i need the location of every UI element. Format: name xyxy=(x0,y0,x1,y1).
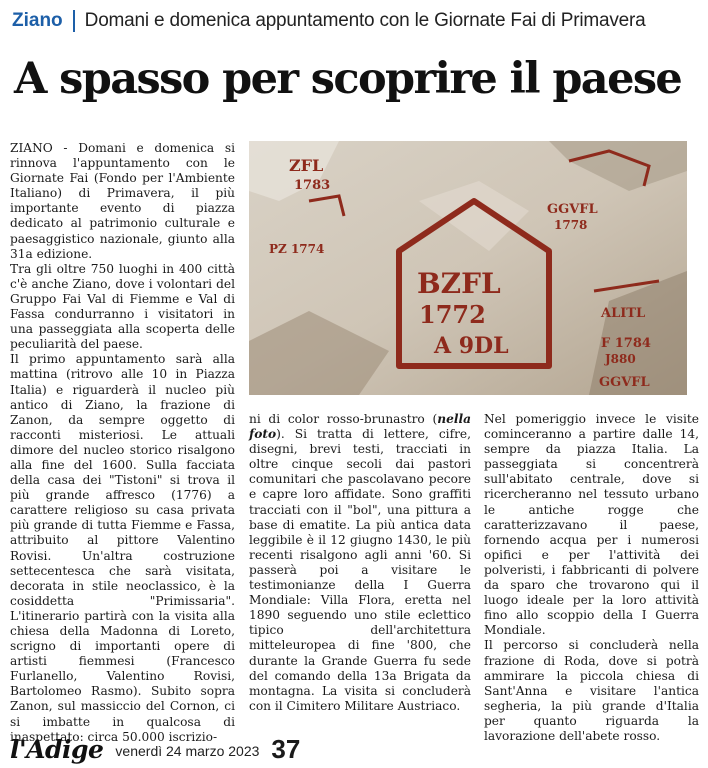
inscription: GGVFL xyxy=(599,375,650,390)
kicker-subtitle: Domani e domenica appuntamento con le Giornate Fai di Primavera xyxy=(84,10,646,31)
newspaper-logo: l'Adige xyxy=(10,735,104,764)
headline: A spasso per scoprire il paese xyxy=(14,54,682,104)
article-column-1 xyxy=(10,141,235,744)
inscription: ALITL xyxy=(601,306,646,321)
rock-graffiti-photo xyxy=(249,141,687,395)
inscription: F 1784 xyxy=(601,336,651,351)
inscription: 1772 xyxy=(419,300,486,329)
paragraph: Il percorso si concluderà nella frazione di Roda, dove si potrà ammirare la piccola chiesa di Sant'Anna e visitare l'antica segheria, la più grande d'Italia per quanto riguarda la lavorazione dell'abete rosso. xyxy=(484,638,699,743)
page-number: 37 xyxy=(271,734,301,764)
inscription: PZ 1774 xyxy=(269,242,325,256)
kicker-place: Ziano xyxy=(12,10,63,31)
paragraph: Nel pomeriggio invece le visite cominceranno a partire dalle 14, sempre da piazza Italia. La passeggiata si concentrerà sull'abitato centrale, dove si ricercheranno nel tessuto urbano le antiche rogge che caratterizzavano il paese, fornendo acqua per i numerosi opifici e per l'attività dei polveristi, i fabbricanti di polvere da sparo che trovarono qui il luogo ideale per la loro attività fino allo scoppio della I Guerra Mondiale. xyxy=(484,412,699,638)
issue-date: venerdì 24 marzo 2023 xyxy=(115,743,260,759)
inscription: A 9DL xyxy=(434,333,509,359)
text-run: ni di color rosso-brunastro ( xyxy=(249,412,438,426)
paragraph: ZIANO - Domani e domenica si rinnova l'appuntamento con le Giornate Fai (Fondo per l'Ambiente Italiano) di Primavera, il più importante evento di piazza dedicato al patrimonio culturale e paesaggistico nazionale, giunto alla 31a edizione. xyxy=(10,141,235,261)
inscription: BZFL xyxy=(417,267,501,300)
photo-illustration xyxy=(249,141,687,395)
paragraph: Tra gli oltre 750 luoghi in 400 città c'è anche Ziano, dove i volontari del Gruppo Fai Val di Fiemme e Val di Fassa condurranno i visitatori in una passeggiata alla scoperta delle peculiarità del paese. xyxy=(10,261,235,352)
photo-reference: nella foto xyxy=(249,412,471,442)
inscription: GGVFL xyxy=(547,202,598,217)
kicker-divider xyxy=(73,10,75,32)
inscription: J880 xyxy=(605,352,636,366)
paragraph xyxy=(249,412,471,714)
page-footer xyxy=(10,730,300,762)
kicker xyxy=(12,6,696,36)
article-column-2 xyxy=(249,412,471,732)
inscription: 1783 xyxy=(294,178,331,193)
article-column-3 xyxy=(484,412,699,743)
text-run: ). Si tratta di lettere, cifre, disegni, brevi testi, tracciati in oltre cinque secoli dai pastori comunitari che pascolavano pecore e capre loro affidate. Sono graffiti tracciati con il "bol", una pittura a base di ematite. La più antica data leggibile è il 12 giugno 1430, le più recenti risalgono agli anni '60. Si passerà poi a visitare le testimonianze della I Guerra Mondiale: Villa Flora, eretta nel 1890 seguendo uno stile eclettico tipico dell'architettura mitteleuropea di fine '800, che durante la Grande Guerra fu sede del comando della 13a Brigata da montagna. La visita si concluderà con il Cimitero Militare Austriaco. xyxy=(249,427,471,713)
inscription: ZFL xyxy=(289,156,324,175)
inscription: 1778 xyxy=(554,218,588,232)
paragraph: Il primo appuntamento sarà alla mattina (ritrovo alle 10 in Piazza Italia) e riguarderà il nucleo più antico di Ziano, la frazione di Zanon, da sempre oggetto di racconti misteriosi. Le attuali dimore del nucleo storico risalgono alla fine del 1600. Sulla facciata della casa dei "Tistoni" si trova il più grande affresco (1776) a carattere religioso su casa privata più grande di tutta Fiemme e Fassa, attribuito al pittore Valentino Rovisi. Un'altra costruzione settecentesca che sarà visitata, decorata in stile neoclassico, è la cosiddetta "Primissaria". L'itinerario partirà con la visita alla chiesa della Madonna di Loreto, scrigno di importanti opere di artisti fiemmesi (Francesco Furlanello, Valentino Rovisi, Bartolomeo Rasmo). Subito sopra Zanon, sul massiccio del Cornon, ci si imbatte in qualcosa di inaspettato: circa 50.000 iscrizio- xyxy=(10,352,235,744)
